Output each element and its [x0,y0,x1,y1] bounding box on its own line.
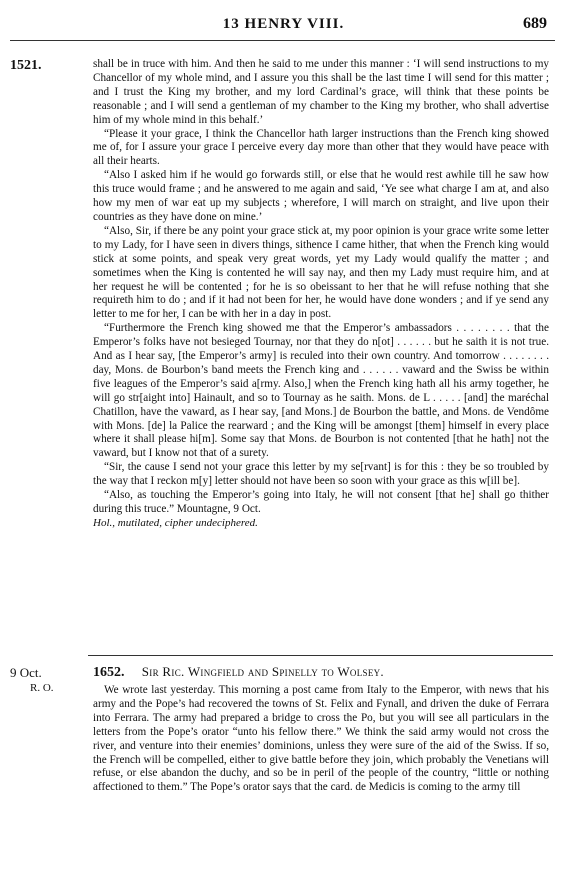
margin-year: 1521. [10,58,42,73]
paragraph: “Also I asked him if he would go forwards still, or else that he would rest awhile till he saw how this truce would frame ; and he answered to me again and said, ‘Ye see what charge I am at, and also how my men of war eat up my subjects ; wherefore, I will march on straight, and live upon their countries as they have done on mine.’ [93,169,549,223]
entry-body [93,684,549,795]
editorial-note: Hol., mutilated, cipher undeciphered. [93,516,258,529]
margin-entry-source: R. O. [30,682,54,694]
paragraph: “Please it your grace, I think the Chancellor hath larger instructions than the French king showed me of, for I assure your grace I perceive every day more than other that they would have peace with all their hearts. [93,127,549,168]
running-header-title: 13 HENRY VIII. [222,16,345,32]
paragraph: We wrote last yesterday. This morning a post came from Italy to the Emperor, with news that his army and the Pope’s had recovered the towns of St. Felix and Fynall, and driven the duke of Ferrara into Ferrara. The army had prepared a bridge to cross the Po, but you will see all particulars in the letters from the Pope’s orator “unto his fellow there.” We think the said army would not cross the river, and venture into their enemies’ dominions, unless they were sure of the aid of the Swiss. If so, the French will be compelled, either to give battle before they join, which probably the Venetians will refuse, or else abandon the duchy, and so be in peril of the people of the country, “little or nothing affectioned to them.” The Pope’s orator says that the card. de Medicis is coming to the army till [93,684,549,794]
paragraph: shall be in truce with him. And then he said to me under this manner : ‘I will send instructions to my Chancellor of my whole mind, and I assure you this shall be the last time I will send for this matter ; and I trust the King my brother, and my lord Cardinal’s grace, will think that these points be reasonable ; and I will send a gentleman of my chamber to the King my brother, who shall advertise him of my whole mind in this behalf.’ [93,58,549,126]
header-rule [10,40,555,41]
paragraph: “Furthermore the French king showed me that the Emperor’s ambassadors . . . . . . . . that the Emperor’s folks have not besieged Tournay, nor that they do n[ot] . . . . . . but he saith it is not true. And as I hear say, [the Emperor’s army] is reculed into their own country. And tomorrow . . . . . . . . day, Mons. de Bourbon’s band meets the French king and . . . . . . vaward and the Swiss be within five leagues of the Emperor’s said a[rmy. Also,] when the French king hath all his army together, he will go str[aight into] Hainault, and so to Tournay as he saith. Mons. de L . . . . . [and] the maréchal Chatillon, have the vaward, as I hear say, [and Mons.] de Bourbon the battle, and Mons. de Vendôme with Mons. [de] la Palice the rearward ; and the King will be amongst [them] himself in every place where it shall please hi[m]. Some say that Mons. de Bourbon is not contented [that he hath] not the vaward, but I know not that of a surety. [93,322,549,460]
entry-heading [93,664,553,681]
entry-title: Sir Ric. Wingfield and Spinelly to Wolsey. [141,664,384,679]
entry-rule [88,655,553,656]
letter-continuation [93,58,549,531]
paragraph: “Also, as touching the Emperor’s going into Italy, he will not consent [that he] shall go thither during this truce.” Mountagne, 9 Oct. [93,489,549,515]
paragraph: “Also, Sir, if there be any point your grace stick at, my poor opinion is your grace write some letter to my Lady, for I have seen in divers things, sithence I came hither, that when the French king would stick at some points, and speak very great words, yet my Lady would qualify the matter ; and sometimes when the King is contented he will say nay, and then my Lady must require him, and at her request he will be contented ; for he is so obeissant to her that he will refuse nothing that she requireth him to do ; and if it had not been for her, he would have done wonders ; and if ye send any letter to me for her, I can be with her in a day in post. [93,224,549,321]
margin-entry-date: 9 Oct. [10,665,42,680]
entry-number: 1652. [93,665,125,680]
page-number: 689 [523,15,547,32]
paragraph: “Sir, the cause I send not your grace this letter by my se[rvant] is for this : they be so troubled by the way that I reckon m[y] letter should not have been so soon with your grace as this w[ill be]. [93,461,549,488]
